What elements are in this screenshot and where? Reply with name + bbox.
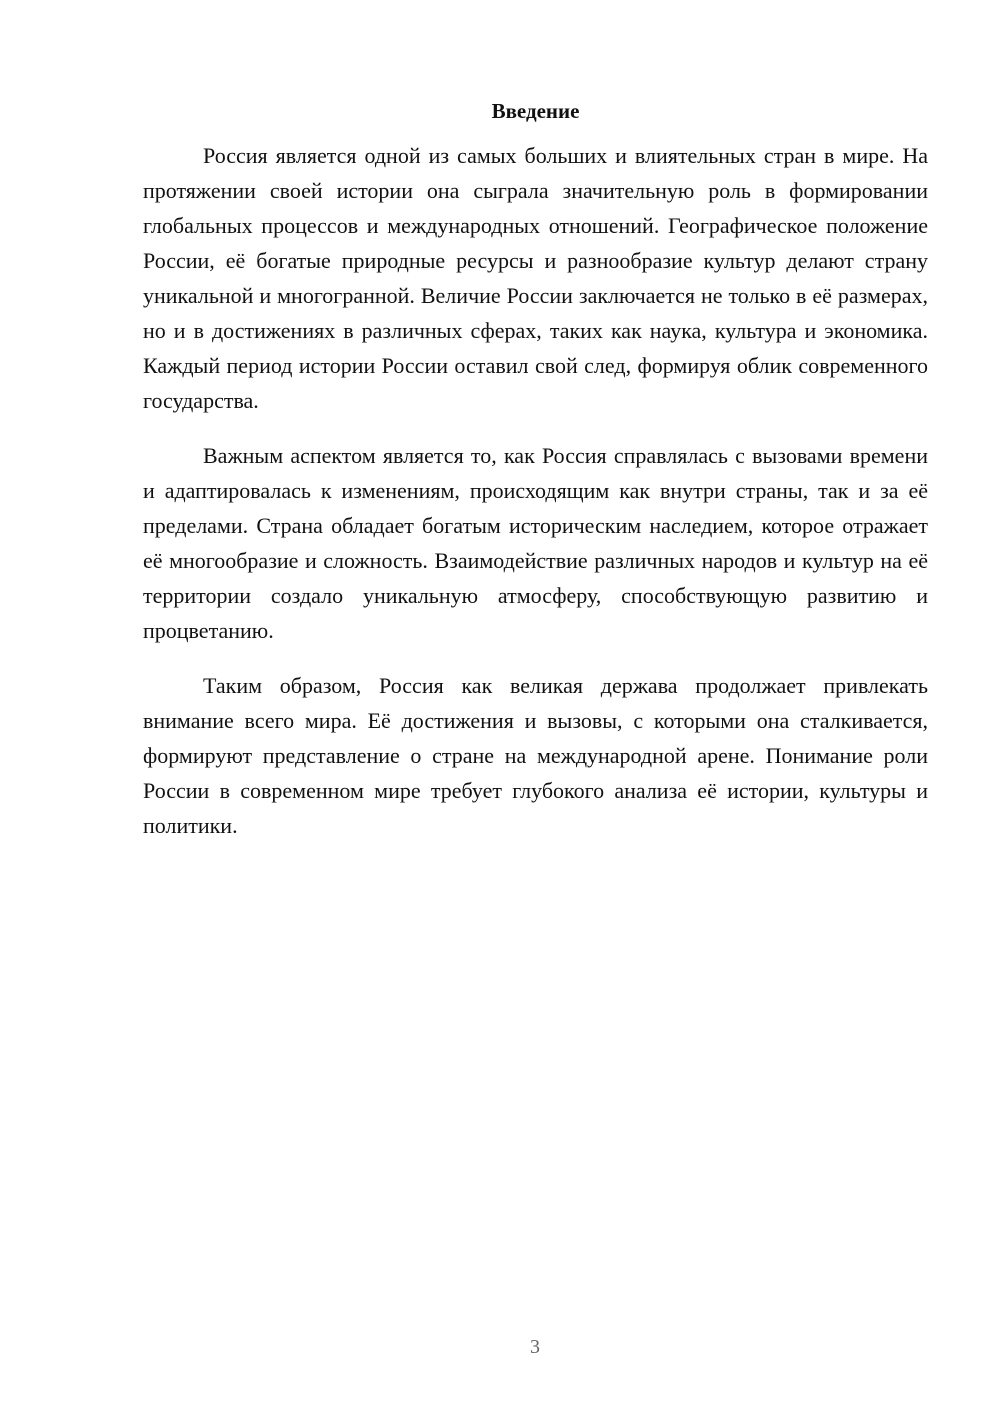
page-content: [143, 96, 928, 863]
paragraph-1: Россия является одной из самых больших и влиятельных стран в мире. На протяжении своей истории она сыграла значительную роль в формировании глобальных процессов и международных отношений. Географическое положение России, её богатые природные ресурсы и разнообразие культур делают страну уникальной и многогранной. Величие России заключается не только в её размерах, но и в достижениях в различных сферах, таких как наука, культура и экономика. Каждый период истории России оставил свой след, формируя облик современного государства.: [143, 143, 928, 413]
page-number: 3: [530, 1336, 540, 1358]
paragraph-2: Важным аспектом является то, как Россия справлялась с вызовами времени и адаптировалась к изменениям, происходящим как внутри страны, так и за её пределами. Страна обладает богатым историческим наследием, которое отражает её многообразие и сложность. Взаимодействие различных народов и культур на её территории создало уникальную атмосферу, способствующую развитию и процветанию.: [143, 443, 928, 643]
section-title: Введение: [491, 99, 580, 123]
paragraph-3: Таким образом, Россия как великая держава продолжает привлекать внимание всего мира. Её достижения и вызовы, с которыми она сталкивается, формируют представление о стране на международной арене. Понимание роли России в современном мире требует глубокого анализа её истории, культуры и политики.: [143, 673, 928, 838]
